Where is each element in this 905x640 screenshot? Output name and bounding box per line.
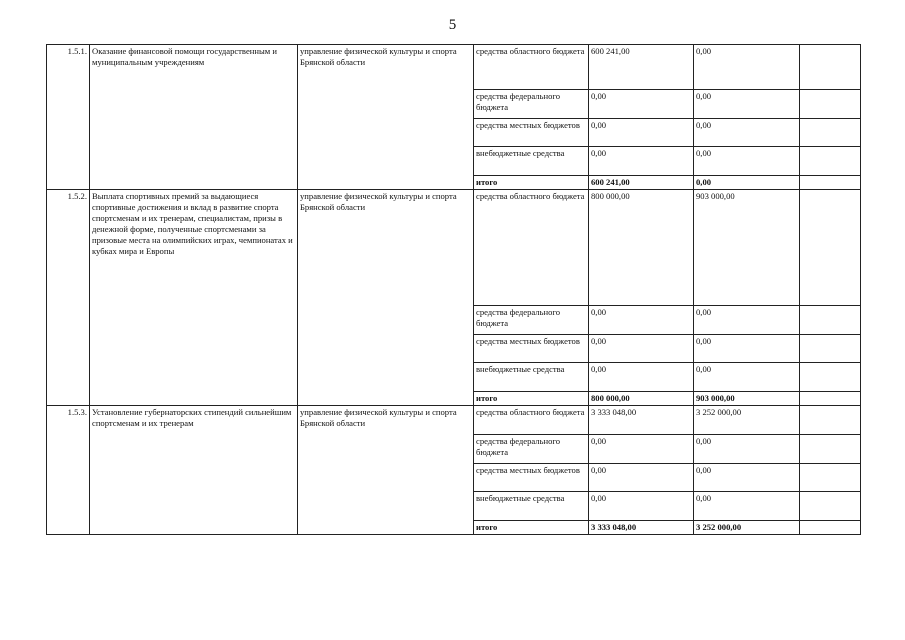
amount-1: 0,00 [589,119,694,147]
empty-cell [800,190,861,306]
funding-source: средства областного бюджета [474,45,589,90]
amount-2: 0,00 [694,464,800,492]
funding-source: средства местных бюджетов [474,119,589,147]
funding-source: средства федерального бюджета [474,90,589,119]
section-description: Установление губернаторских стипендий сильнейшим спортсменам и их тренерам [90,406,298,535]
section-code: 1.5.3. [47,406,90,535]
total-amount-2: 3 252 000,00 [694,521,800,535]
total-amount-2: 903 000,00 [694,392,800,406]
funding-source: средства федерального бюджета [474,435,589,464]
amount-1: 0,00 [589,492,694,521]
amount-2: 0,00 [694,492,800,521]
amount-2: 0,00 [694,306,800,335]
section-code: 1.5.2. [47,190,90,406]
amount-2: 0,00 [694,119,800,147]
empty-cell [800,90,861,119]
amount-1: 0,00 [589,306,694,335]
amount-2: 0,00 [694,45,800,90]
table-row [47,45,861,90]
table-row [47,406,861,435]
amount-2: 0,00 [694,147,800,176]
amount-1: 600 241,00 [589,45,694,90]
total-amount-1: 600 241,00 [589,176,694,190]
funding-source: внебюджетные средства [474,363,589,392]
empty-cell [800,176,861,190]
empty-cell [800,435,861,464]
empty-cell [800,363,861,392]
amount-1: 800 000,00 [589,190,694,306]
amount-1: 0,00 [589,435,694,464]
funding-source: средства местных бюджетов [474,335,589,363]
amount-1: 0,00 [589,464,694,492]
empty-cell [800,306,861,335]
table-row [47,190,861,306]
amount-2: 0,00 [694,435,800,464]
empty-cell [800,119,861,147]
total-amount-1: 3 333 048,00 [589,521,694,535]
empty-cell [800,521,861,535]
empty-cell [800,335,861,363]
total-amount-2: 0,00 [694,176,800,190]
funding-source: средства областного бюджета [474,190,589,306]
amount-1: 0,00 [589,335,694,363]
total-amount-1: 800 000,00 [589,392,694,406]
funding-source: средства областного бюджета [474,406,589,435]
amount-2: 903 000,00 [694,190,800,306]
section-description: Выплата спортивных премий за выдающиеся спортивные достижения и вклад в развитие спорта спортсменам и их тренерам, специалистам, призы в денежной форме, полученные спортсменами за призовые места на олимпийских играх, чемпионатах и кубках мира и Европы [90,190,298,406]
funding-source: средства федерального бюджета [474,306,589,335]
empty-cell [800,147,861,176]
funding-source: средства местных бюджетов [474,464,589,492]
amount-2: 0,00 [694,335,800,363]
amount-1: 0,00 [589,363,694,392]
amount-2: 0,00 [694,90,800,119]
amount-1: 0,00 [589,147,694,176]
empty-cell [800,392,861,406]
amount-1: 3 333 048,00 [589,406,694,435]
total-label: итого [474,176,589,190]
section-executor: управление физической культуры и спорта Брянской области [298,406,474,535]
empty-cell [800,45,861,90]
empty-cell [800,464,861,492]
empty-cell [800,492,861,521]
total-label: итого [474,392,589,406]
section-executor: управление физической культуры и спорта Брянской области [298,190,474,406]
funding-source: внебюджетные средства [474,492,589,521]
total-label: итого [474,521,589,535]
empty-cell [800,406,861,435]
section-executor: управление физической культуры и спорта Брянской области [298,45,474,190]
amount-2: 0,00 [694,363,800,392]
page-number: 5 [448,17,457,33]
section-description: Оказание финансовой помощи государственным и муниципальным учреждениям [90,45,298,190]
amount-2: 3 252 000,00 [694,406,800,435]
amount-1: 0,00 [589,90,694,119]
funding-source: внебюджетные средства [474,147,589,176]
budget-table [46,44,861,535]
section-code: 1.5.1. [47,45,90,190]
